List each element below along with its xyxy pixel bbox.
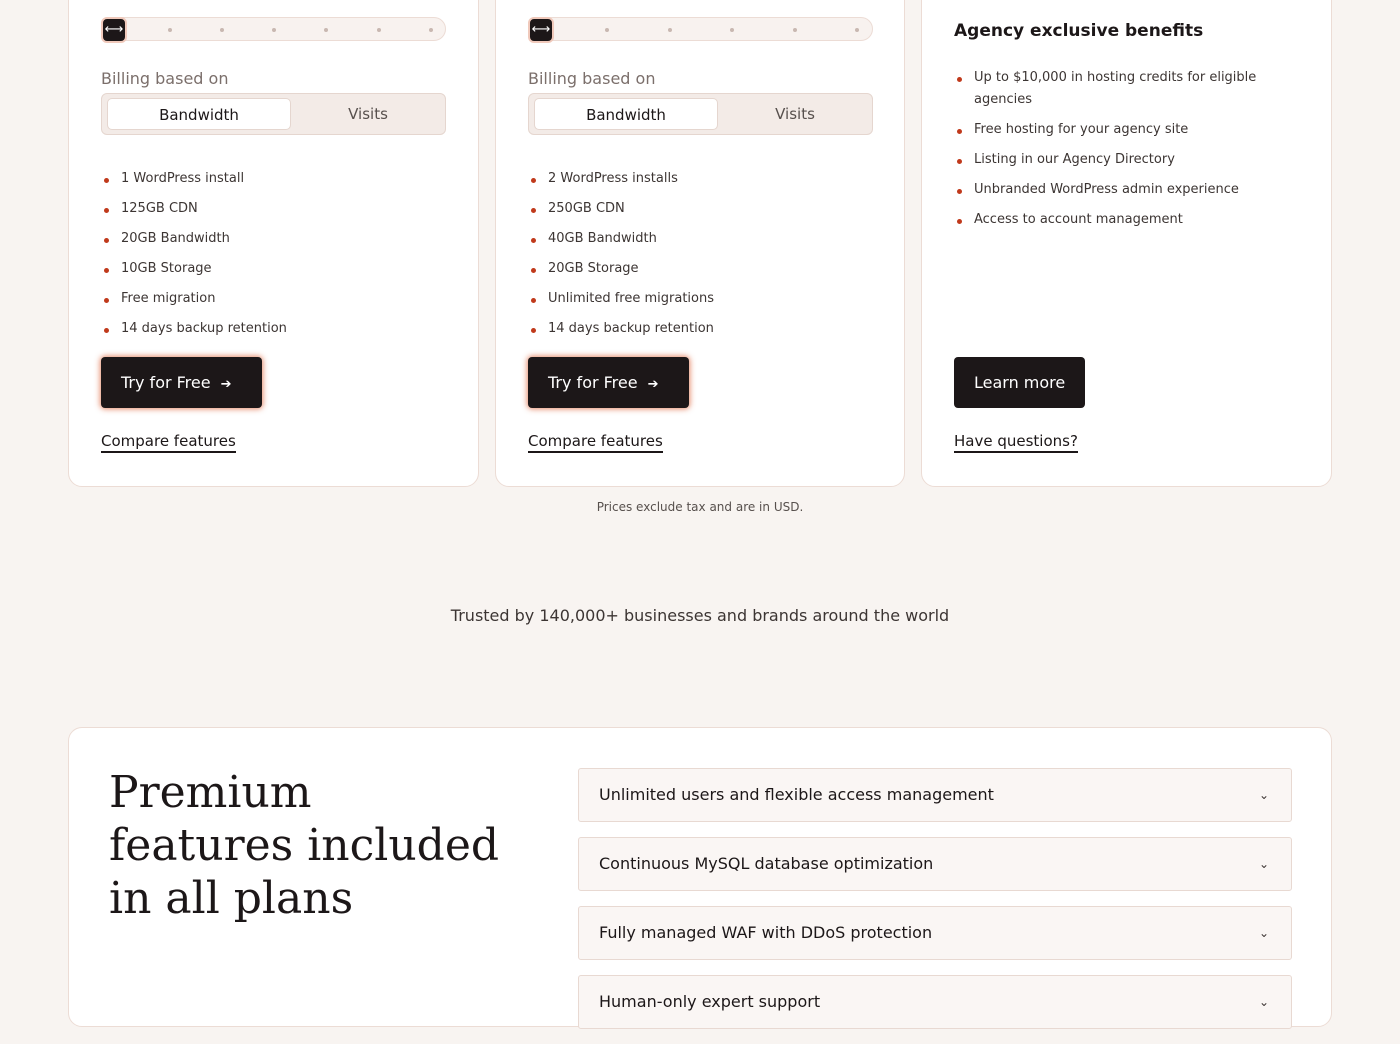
list-item: Listing in our Agency Directory [954,149,1274,171]
slider-step-dot[interactable] [220,28,224,32]
usage-slider[interactable] [101,17,446,41]
accordion-item[interactable] [578,837,1292,891]
slider-step-dot[interactable] [377,28,381,32]
plan-card-2 [495,0,905,487]
chevron-down-icon[interactable]: ⌄ [1258,995,1269,1009]
list-item: 1 WordPress install [101,169,287,199]
button-label: Try for Free [548,373,638,392]
slider-step-dot[interactable] [855,28,859,32]
pricing-note: Prices exclude tax and are in USD. [596,500,804,514]
premium-features-section [68,727,1332,1027]
accordion-item-label: Unlimited users and flexible access management [599,785,994,804]
usage-slider[interactable] [528,17,873,41]
list-item: 14 days backup retention [528,319,714,349]
list-item: 2 WordPress installs [528,169,714,199]
compare-features-link[interactable]: Compare features [101,432,236,453]
compare-features-link[interactable]: Compare features [528,432,663,453]
agency-card [921,0,1332,487]
list-item: Unlimited free migrations [528,289,714,319]
slider-step-dot[interactable] [272,28,276,32]
list-item: Up to $10,000 in hosting credits for eligible agencies [954,67,1274,111]
features-accordion [578,768,1292,1044]
list-item: Unbranded WordPress admin experience [954,179,1274,201]
accordion-item[interactable] [578,975,1292,1029]
list-item: Free hosting for your agency site [954,119,1274,141]
horizontal-arrows-icon[interactable]: ⟷ [101,17,127,43]
accordion-item-label: Fully managed WAF with DDoS protection [599,923,933,942]
section-title: Premium features included in all plans [109,767,500,924]
accordion-item[interactable] [578,906,1292,960]
agency-benefits-list [954,67,1274,239]
chevron-down-icon[interactable]: ⌄ [1258,926,1269,940]
accordion-item[interactable] [578,768,1292,822]
billing-toggle[interactable] [101,93,446,135]
list-item: 20GB Storage [528,259,714,289]
toggle-visits[interactable]: Visits [348,105,388,123]
toggle-bandwidth[interactable]: Bandwidth [534,98,718,130]
slider-step-dot[interactable] [168,28,172,32]
toggle-bandwidth[interactable]: Bandwidth [107,98,291,130]
chevron-down-icon[interactable]: ⌄ [1258,857,1269,871]
list-item: Free migration [101,289,287,319]
agency-heading: Agency exclusive benefits [954,21,1204,41]
horizontal-arrows-icon[interactable]: ⟷ [528,17,554,43]
arrow-right-icon: ➔ [647,377,659,392]
slider-step-dot[interactable] [668,28,672,32]
billing-toggle[interactable] [528,93,873,135]
have-questions-link[interactable]: Have questions? [954,432,1078,453]
plan-card-1 [68,0,479,487]
list-item: Access to account management [954,209,1274,231]
slider-step-dot[interactable] [429,28,433,32]
slider-step-dot[interactable] [730,28,734,32]
billing-label: Billing based on [101,69,229,88]
list-item: 20GB Bandwidth [101,229,287,259]
learn-more-button[interactable]: Learn more [954,357,1085,408]
toggle-visits[interactable]: Visits [775,105,815,123]
billing-label: Billing based on [528,69,656,88]
feature-list [101,169,287,349]
accordion-item-label: Continuous MySQL database optimization [599,854,934,873]
feature-list [528,169,714,349]
trusted-by-text: Trusted by 140,000+ businesses and brands around the world [450,606,950,625]
slider-step-dot[interactable] [605,28,609,32]
button-label: Try for Free [121,373,211,392]
list-item: 40GB Bandwidth [528,229,714,259]
arrow-right-icon: ➔ [220,377,232,392]
slider-step-dot[interactable] [793,28,797,32]
list-item: 10GB Storage [101,259,287,289]
chevron-down-icon[interactable]: ⌄ [1258,788,1269,802]
try-for-free-button[interactable] [528,357,689,408]
slider-step-dot[interactable] [324,28,328,32]
list-item: 125GB CDN [101,199,287,229]
accordion-item-label: Human-only expert support [599,992,821,1011]
try-for-free-button[interactable] [101,357,262,408]
list-item: 250GB CDN [528,199,714,229]
list-item: 14 days backup retention [101,319,287,349]
